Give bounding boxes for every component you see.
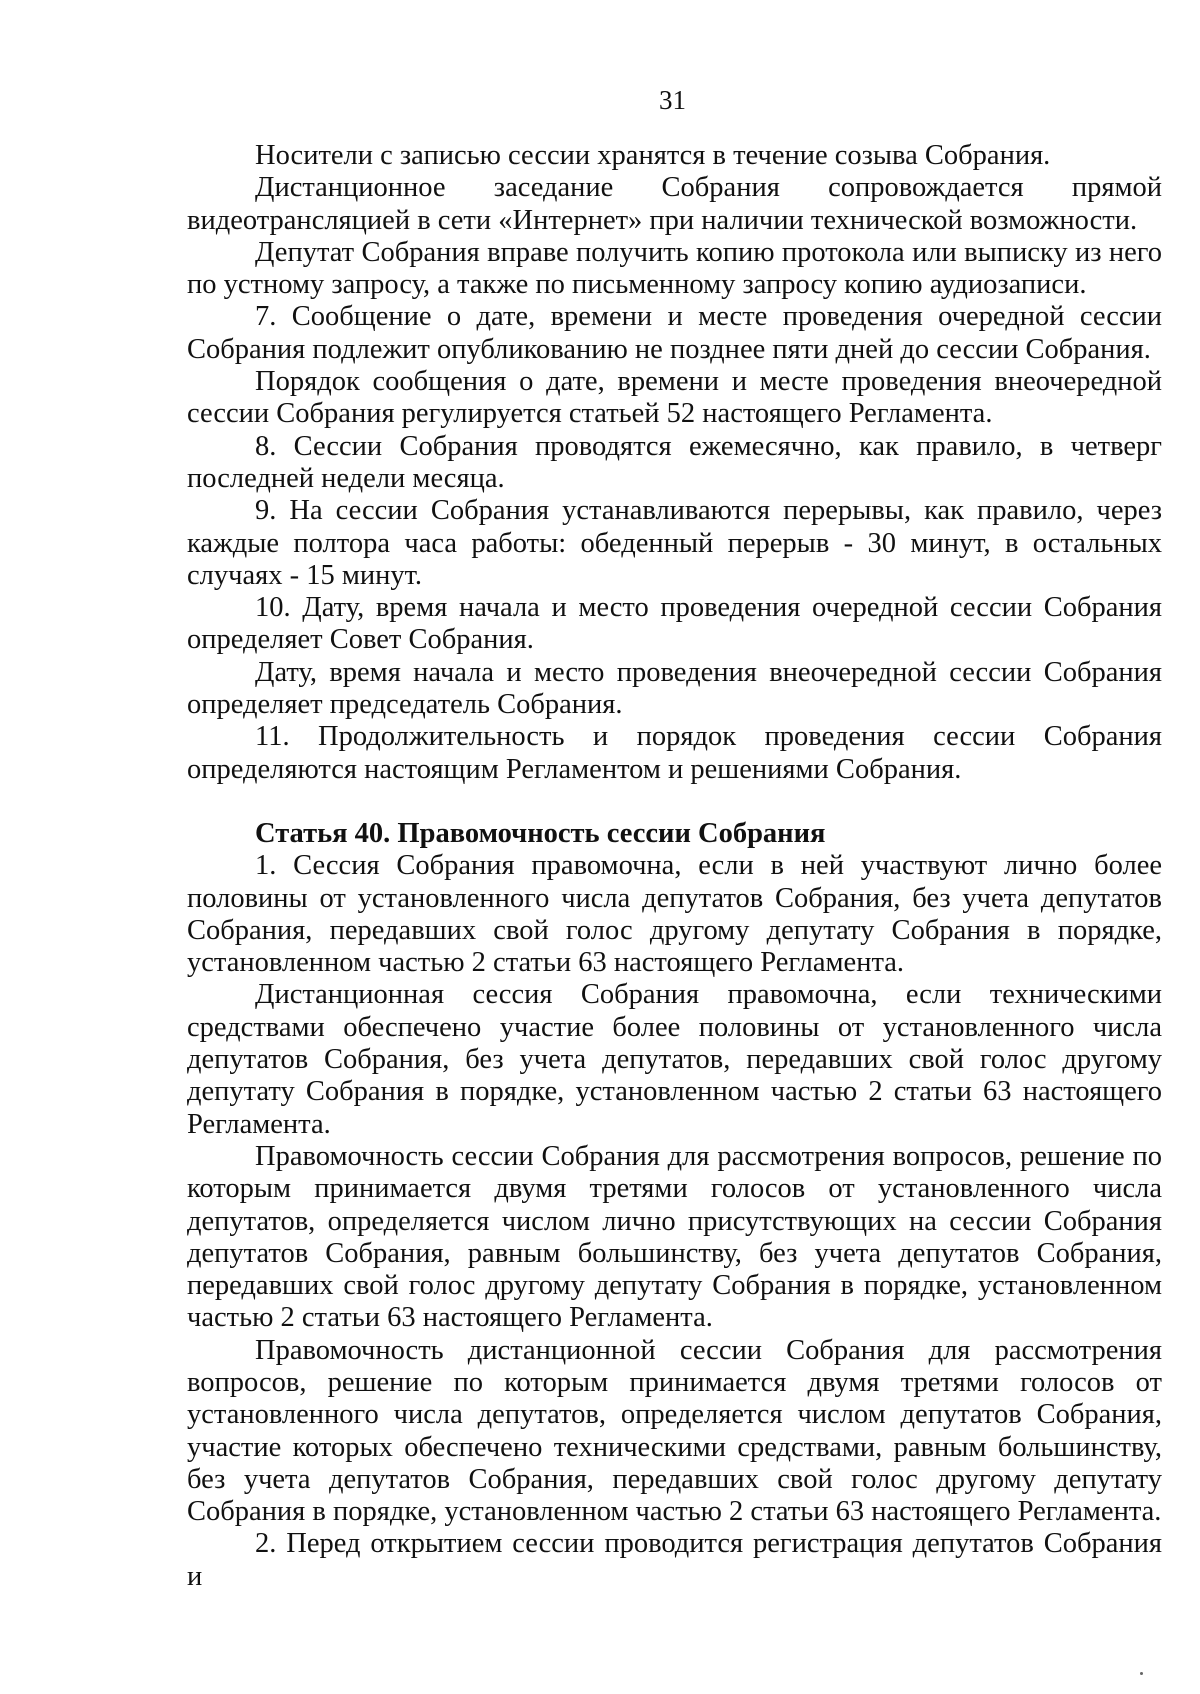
paragraph: Носители с записью сессии хранятся в течение созыва Собрания. <box>255 140 1051 171</box>
paragraph: 8. Сессии Собрания проводятся ежемесячно, как правило, в четверг последней недели месяца. <box>187 430 1162 494</box>
paragraph: 10. Дату, время начала и место проведения очередной сессии Собрания определяет Совет Собрания. <box>187 592 1162 656</box>
paragraph: 7. Сообщение о дате, времени и месте проведения очередной сессии Собрания подлежит опубликованию не позднее пяти дней до сессии Собрания. <box>187 301 1162 365</box>
paragraph: Порядок сообщения о дате, времени и месте проведения внеочередной сессии Собрания регулируется статьей 52 настоящего Регламента. <box>187 366 1162 430</box>
paragraph: Дистанционное заседание Собрания сопровождается прямой видеотрансляцией в сети «Интернет» при наличии технической возможности. <box>187 172 1162 236</box>
paragraph: Депутат Собрания вправе получить копию протокола или выписку из него по устному запросу, а также по письменному запросу копию аудиозаписи. <box>187 236 1162 301</box>
page-number: 31 <box>659 85 686 115</box>
paragraph: Дистанционная сессия Собрания правомочна, если техническими средствами обеспечено участие более половины от установленного числа депутатов Собрания, без учета депутатов, передавших свой голос другому депутату Собрания в порядке, установленном частью 2 статьи 63 настоящего Регламента. <box>187 979 1162 1140</box>
paragraph: 2. Перед открытием сессии проводится регистрация депутатов Собрания и <box>187 1528 1162 1592</box>
document-body <box>187 140 1162 1593</box>
paragraph: 11. Продолжительность и порядок проведения сессии Собрания определяются настоящим Регламентом и решениями Собрания. <box>187 721 1162 785</box>
paragraph: Дату, время начала и место проведения внеочередной сессии Собрания определяет председатель Собрания. <box>187 656 1162 721</box>
paragraph: Правомочность дистанционной сессии Собрания для рассмотрения вопросов, решение по которым принимается двумя третями голосов от установленного числа депутатов, определяется числом депутатов Собрания, участие которых обеспечено техническими средствами, равным большинству, без учета депутатов Собрания, передавших свой голос другому депутату Собрания в порядке, установленном частью 2 статьи 63 настоящего Регламента. <box>187 1334 1162 1528</box>
paragraph: 1. Сессия Собрания правомочна, если в ней участвуют лично более половины от установленного числа депутатов Собрания, без учета депутатов Собрания, передавших свой голос другому депутату Собрания в порядке, установленном частью 2 статьи 63 настоящего Регламента. <box>187 850 1162 979</box>
article-heading: Статья 40. Правомочность сессии Собрания <box>255 817 826 849</box>
scan-speck <box>1140 1672 1143 1675</box>
paragraph: 9. На сессии Собрания устанавливаются перерывы, как правило, через каждые полтора часа работы: обеденный перерыв - 30 минут, в остальных случаях - 15 минут. <box>187 495 1162 591</box>
paragraph: Правомочность сессии Собрания для рассмотрения вопросов, решение по которым принимается двумя третями голосов от установленного числа депутатов, определяется числом лично присутствующих на сессии Собрания депутатов Собрания, равным большинству, без учета депутатов Собрания, передавших свой голос другому депутату Собрания в порядке, установленном частью 2 статьи 63 настоящего Регламента. <box>187 1140 1162 1334</box>
